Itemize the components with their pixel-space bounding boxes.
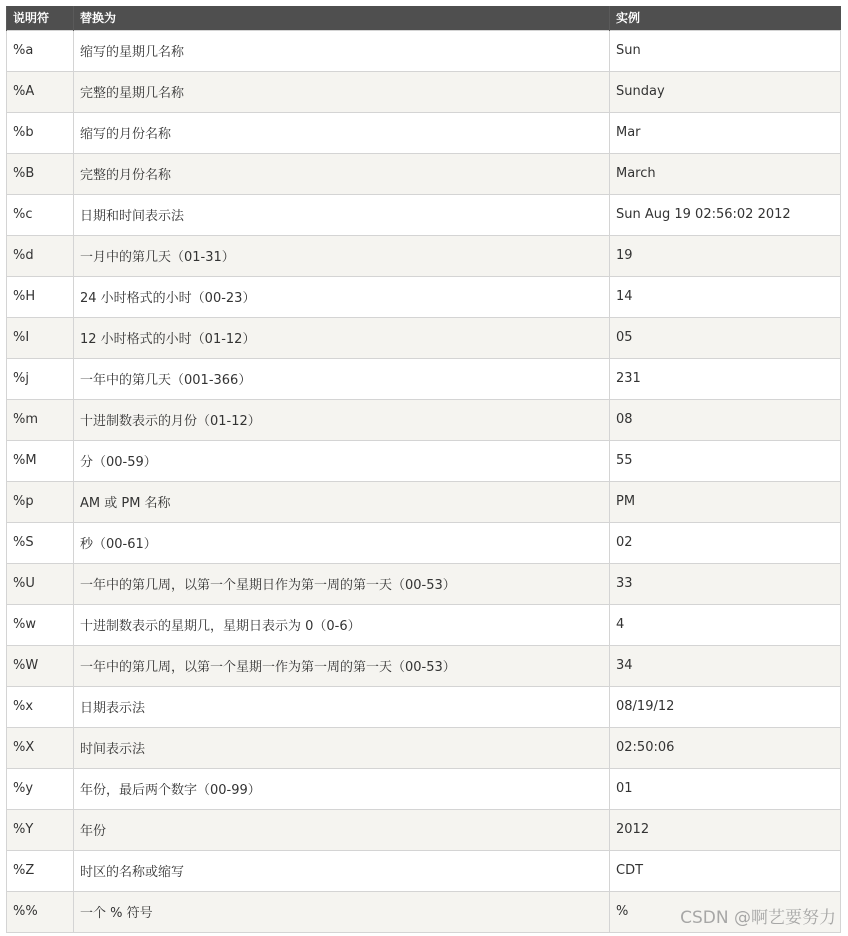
specifier-cell: %m bbox=[7, 399, 74, 440]
description-cell: 一月中的第几天（01-31） bbox=[74, 235, 610, 276]
example-cell: Mar bbox=[610, 112, 841, 153]
table-row bbox=[7, 276, 841, 317]
table-row bbox=[7, 809, 841, 850]
table-row bbox=[7, 71, 841, 112]
example-cell: 2012 bbox=[610, 809, 841, 850]
header-row bbox=[7, 6, 841, 30]
specifier-cell: %j bbox=[7, 358, 74, 399]
specifier-cell: %p bbox=[7, 481, 74, 522]
specifier-cell: %c bbox=[7, 194, 74, 235]
description-cell: 时区的名称或缩写 bbox=[74, 850, 610, 891]
description-cell: 24 小时格式的小时（00-23） bbox=[74, 276, 610, 317]
description-cell: 完整的月份名称 bbox=[74, 153, 610, 194]
format-specifier-table-container bbox=[6, 6, 840, 933]
description-cell: 一年中的第几天（001-366） bbox=[74, 358, 610, 399]
example-cell: 231 bbox=[610, 358, 841, 399]
description-cell: 年份 bbox=[74, 809, 610, 850]
specifier-cell: %W bbox=[7, 645, 74, 686]
specifier-cell: %H bbox=[7, 276, 74, 317]
specifier-cell: %x bbox=[7, 686, 74, 727]
description-cell: AM 或 PM 名称 bbox=[74, 481, 610, 522]
description-cell: 缩写的月份名称 bbox=[74, 112, 610, 153]
specifier-cell: %B bbox=[7, 153, 74, 194]
specifier-cell: %X bbox=[7, 727, 74, 768]
header-specifier: 说明符 bbox=[7, 6, 74, 30]
example-cell: 02 bbox=[610, 522, 841, 563]
example-cell: 01 bbox=[610, 768, 841, 809]
table-row bbox=[7, 235, 841, 276]
description-cell: 一年中的第几周，以第一个星期一作为第一周的第一天（00-53） bbox=[74, 645, 610, 686]
specifier-cell: %A bbox=[7, 71, 74, 112]
table-row bbox=[7, 30, 841, 71]
example-cell: March bbox=[610, 153, 841, 194]
example-cell: Sun bbox=[610, 30, 841, 71]
table-row bbox=[7, 604, 841, 645]
specifier-cell: %U bbox=[7, 563, 74, 604]
example-cell: 05 bbox=[610, 317, 841, 358]
description-cell: 一年中的第几周，以第一个星期日作为第一周的第一天（00-53） bbox=[74, 563, 610, 604]
example-cell: PM bbox=[610, 481, 841, 522]
example-cell: 4 bbox=[610, 604, 841, 645]
description-cell: 十进制数表示的星期几，星期日表示为 0（0-6） bbox=[74, 604, 610, 645]
table-row bbox=[7, 481, 841, 522]
specifier-cell: %Y bbox=[7, 809, 74, 850]
specifier-cell: %Z bbox=[7, 850, 74, 891]
specifier-cell: %M bbox=[7, 440, 74, 481]
example-cell: Sunday bbox=[610, 71, 841, 112]
table-row bbox=[7, 768, 841, 809]
example-cell: CDT bbox=[610, 850, 841, 891]
specifier-cell: %a bbox=[7, 30, 74, 71]
format-specifier-table bbox=[6, 6, 841, 933]
example-cell: 55 bbox=[610, 440, 841, 481]
table-row bbox=[7, 645, 841, 686]
csdn-watermark: CSDN @啊艺要努力 bbox=[680, 908, 836, 928]
example-cell: 14 bbox=[610, 276, 841, 317]
description-cell: 十进制数表示的月份（01-12） bbox=[74, 399, 610, 440]
example-cell: 02:50:06 bbox=[610, 727, 841, 768]
specifier-cell: %d bbox=[7, 235, 74, 276]
table-row bbox=[7, 686, 841, 727]
table-header bbox=[7, 6, 841, 30]
specifier-cell: %w bbox=[7, 604, 74, 645]
table-row bbox=[7, 891, 841, 932]
table-row bbox=[7, 358, 841, 399]
description-cell: 日期和时间表示法 bbox=[74, 194, 610, 235]
description-cell: 完整的星期几名称 bbox=[74, 71, 610, 112]
specifier-cell: %y bbox=[7, 768, 74, 809]
description-cell: 时间表示法 bbox=[74, 727, 610, 768]
specifier-cell: %b bbox=[7, 112, 74, 153]
table-row bbox=[7, 399, 841, 440]
table-row bbox=[7, 522, 841, 563]
example-cell: 34 bbox=[610, 645, 841, 686]
description-cell: 日期表示法 bbox=[74, 686, 610, 727]
table-row bbox=[7, 563, 841, 604]
description-cell: 秒（00-61） bbox=[74, 522, 610, 563]
example-cell: 33 bbox=[610, 563, 841, 604]
description-cell: 年份，最后两个数字（00-99） bbox=[74, 768, 610, 809]
table-body bbox=[7, 30, 841, 932]
specifier-cell: %S bbox=[7, 522, 74, 563]
table-row bbox=[7, 850, 841, 891]
example-cell: Sun Aug 19 02:56:02 2012 bbox=[610, 194, 841, 235]
table-row bbox=[7, 317, 841, 358]
specifier-cell: %I bbox=[7, 317, 74, 358]
description-cell: 12 小时格式的小时（01-12） bbox=[74, 317, 610, 358]
example-cell: % bbox=[610, 891, 841, 932]
example-cell: 08/19/12 bbox=[610, 686, 841, 727]
header-replacement: 替换为 bbox=[74, 6, 610, 30]
table-row bbox=[7, 112, 841, 153]
example-cell: 19 bbox=[610, 235, 841, 276]
table-row bbox=[7, 153, 841, 194]
description-cell: 缩写的星期几名称 bbox=[74, 30, 610, 71]
table-row bbox=[7, 194, 841, 235]
description-cell: 分（00-59） bbox=[74, 440, 610, 481]
specifier-cell: %% bbox=[7, 891, 74, 932]
description-cell: 一个 % 符号 bbox=[74, 891, 610, 932]
header-example: 实例 bbox=[610, 6, 841, 30]
table-row bbox=[7, 440, 841, 481]
table-row bbox=[7, 727, 841, 768]
example-cell: 08 bbox=[610, 399, 841, 440]
